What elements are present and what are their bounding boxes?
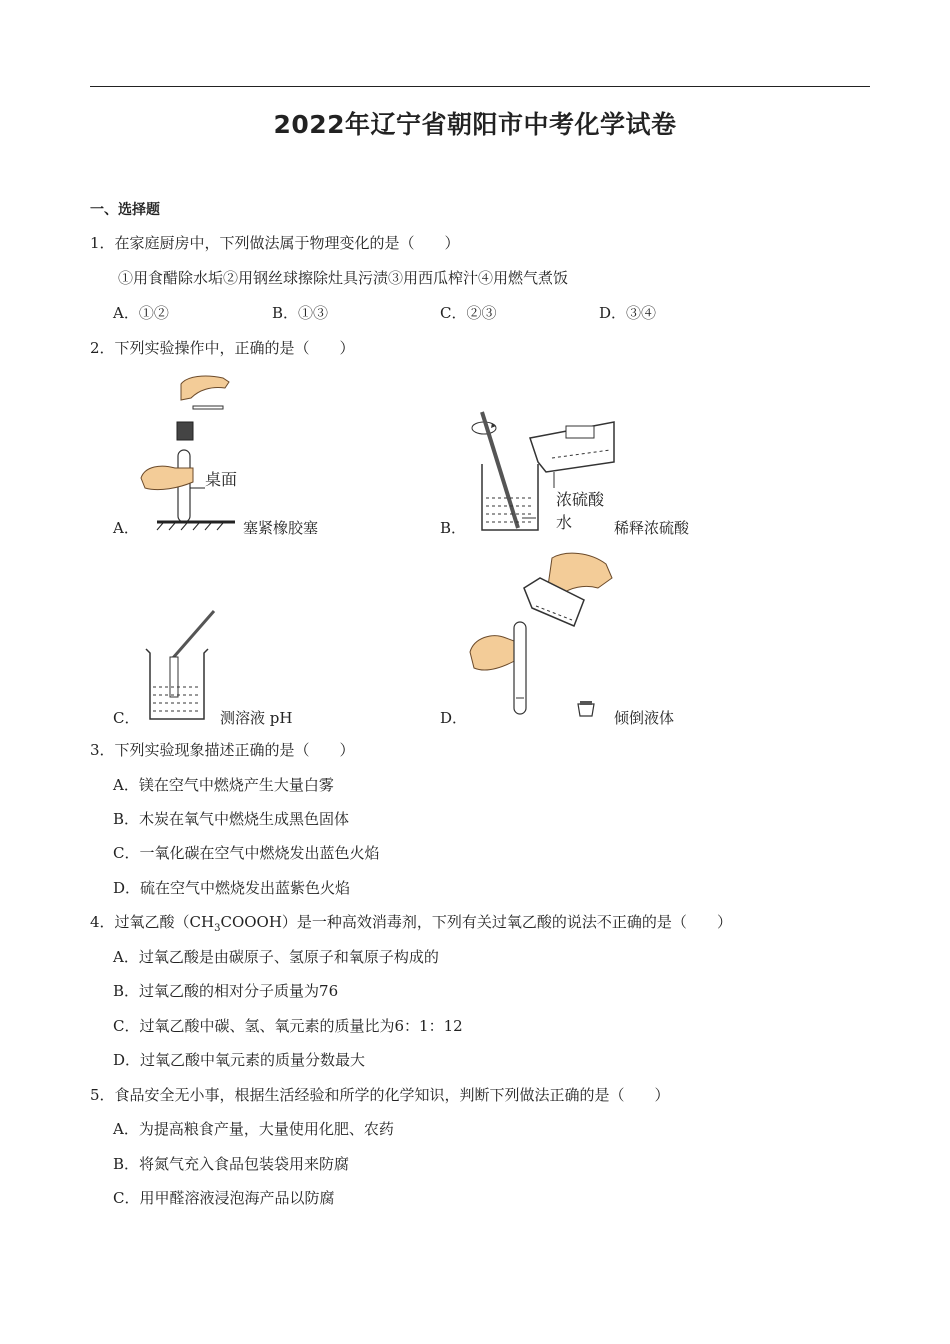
q4-stem	[90, 912, 732, 939]
dropper-rod	[172, 611, 214, 659]
bottle-stopper	[578, 704, 594, 716]
q1-items: ①用食醋除水垢②用钢丝球擦除灶具污渍③用西瓜榨汁④用燃气煮饭	[118, 269, 569, 287]
q2-option-d-caption: 倾倒液体	[614, 709, 675, 727]
figure-b-label-water: 水	[556, 513, 573, 532]
page-title: 2022年辽宁省朝阳市中考化学试卷	[273, 110, 677, 139]
figure-a-label-desk: 桌面	[205, 470, 238, 489]
q3-option-d[interactable]: D．硫在空气中燃烧发出蓝紫色火焰	[113, 879, 351, 897]
q1-option-c[interactable]: C．②③	[440, 304, 497, 322]
section-heading: 一、选择题	[90, 202, 160, 218]
q5-option-c[interactable]: C．用甲醛溶液浸泡海产品以防腐	[113, 1189, 335, 1207]
q5-stem: 5．食品安全无小事，根据生活经验和所学的化学知识，判断下列做法正确的是（ ）	[90, 1086, 670, 1104]
q2-option-d[interactable]: D．	[440, 709, 468, 727]
q3-option-c[interactable]: C．一氧化碳在空气中燃烧发出蓝色火焰	[113, 844, 380, 862]
figure-pour-liquid	[466, 548, 616, 723]
figure-measure-ph	[138, 605, 220, 725]
ph-paper	[170, 657, 178, 697]
figure-stopper-tube	[135, 370, 245, 535]
q1-option-d[interactable]: D．③④	[599, 304, 657, 322]
header-rule	[90, 86, 870, 87]
q4-stem-pre: 4．过氧乙酸（CH	[90, 913, 215, 931]
figure-b-label-acid: 浓硫酸	[556, 490, 605, 509]
q5-option-a[interactable]: A．为提高粮食产量，大量使用化肥、农药	[113, 1120, 394, 1138]
q2-stem: 2．下列实验操作中，正确的是（ ）	[90, 339, 355, 357]
q1-option-a[interactable]: A．①②	[113, 304, 169, 322]
glass-rod	[482, 412, 518, 528]
q2-option-b-caption: 稀释浓硫酸	[614, 519, 690, 537]
upper-hand-illustration	[181, 376, 229, 400]
q2-option-c-caption: 测溶液 pH	[220, 709, 293, 727]
q4-option-c[interactable]: C．过氧乙酸中碳、氢、氧元素的质量比为6：1：12	[113, 1017, 463, 1035]
q4-option-a[interactable]: A．过氧乙酸是由碳原子、氢原子和氧原子构成的	[113, 948, 439, 966]
q4-option-d[interactable]: D．过氧乙酸中氧元素的质量分数最大	[113, 1051, 366, 1069]
glass-tube	[193, 406, 223, 409]
q4-stem-post: COOOH）是一种高效消毒剂，下列有关过氧乙酸的说法不正确的是（ ）	[220, 913, 732, 931]
q1-stem: 1．在家庭厨房中，下列做法属于物理变化的是（ ）	[90, 234, 460, 252]
q4-option-b[interactable]: B．过氧乙酸的相对分子质量为76	[113, 982, 339, 1000]
figure-dilute-acid	[462, 400, 622, 535]
rubber-stopper	[177, 422, 193, 440]
q2-option-a-caption: 塞紧橡胶塞	[243, 519, 319, 537]
q3-stem: 3．下列实验现象描述正确的是（ ）	[90, 741, 355, 759]
q2-option-a[interactable]: A．	[113, 519, 139, 537]
q4-stem-subscript: 3	[214, 923, 221, 934]
q3-option-b[interactable]: B．木炭在氧气中燃烧生成黑色固体	[113, 810, 350, 828]
test-tube	[514, 622, 526, 714]
q5-option-b[interactable]: B．将氮气充入食品包装袋用来防腐	[113, 1155, 350, 1173]
q3-option-a[interactable]: A．镁在空气中燃烧产生大量白雾	[113, 776, 334, 794]
bottle-label	[566, 426, 594, 438]
q1-option-b[interactable]: B．①③	[272, 304, 329, 322]
q2-option-c[interactable]: C．	[113, 709, 140, 727]
q2-option-b[interactable]: B．	[440, 519, 467, 537]
desk-hatching	[157, 523, 223, 530]
